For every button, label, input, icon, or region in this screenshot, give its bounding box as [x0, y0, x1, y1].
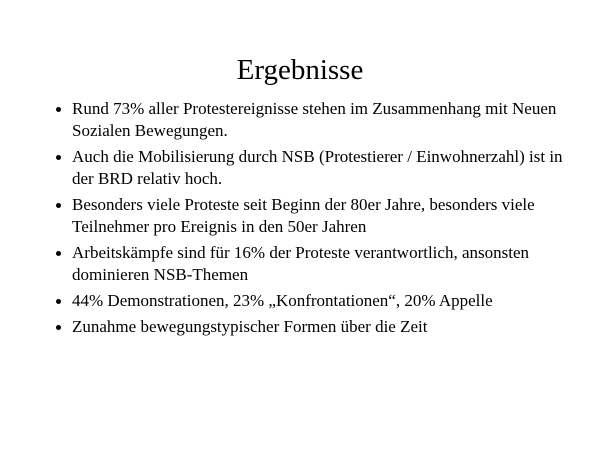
bullet-item	[48, 316, 568, 338]
bullet-dot-icon	[56, 107, 61, 112]
bullet-text: Rund 73% aller Protestereignisse stehen im Zusammenhang mit Neuen Sozialen Bewegungen.	[72, 99, 557, 140]
bullet-dot-icon	[56, 251, 61, 256]
bullet-text: Auch die Mobilisierung durch NSB (Protestierer / Einwohnerzahl) ist in der BRD relativ hoch.	[72, 147, 563, 188]
bullet-text: Arbeitskämpfe sind für 16% der Proteste verantwortlich, ansonsten dominieren NSB-Themen	[72, 243, 529, 284]
bullet-text: Besonders viele Proteste seit Beginn der 80er Jahre, besonders viele Teilnehmer pro Ereignis in den 50er Jahren	[72, 195, 535, 236]
bullet-item	[48, 194, 568, 238]
bullet-item	[48, 146, 568, 190]
bullet-list	[48, 98, 568, 342]
bullet-dot-icon	[56, 325, 61, 330]
slide-title: Ergebnisse	[236, 54, 364, 86]
bullet-item	[48, 290, 568, 312]
bullet-dot-icon	[56, 155, 61, 160]
bullet-dot-icon	[56, 299, 61, 304]
bullet-text: 44% Demonstrationen, 23% „Konfrontationen“, 20% Appelle	[72, 291, 493, 310]
bullet-dot-icon	[56, 203, 61, 208]
bullet-item	[48, 242, 568, 286]
bullet-item	[48, 98, 568, 142]
bullet-text: Zunahme bewegungstypischer Formen über die Zeit	[72, 317, 428, 336]
